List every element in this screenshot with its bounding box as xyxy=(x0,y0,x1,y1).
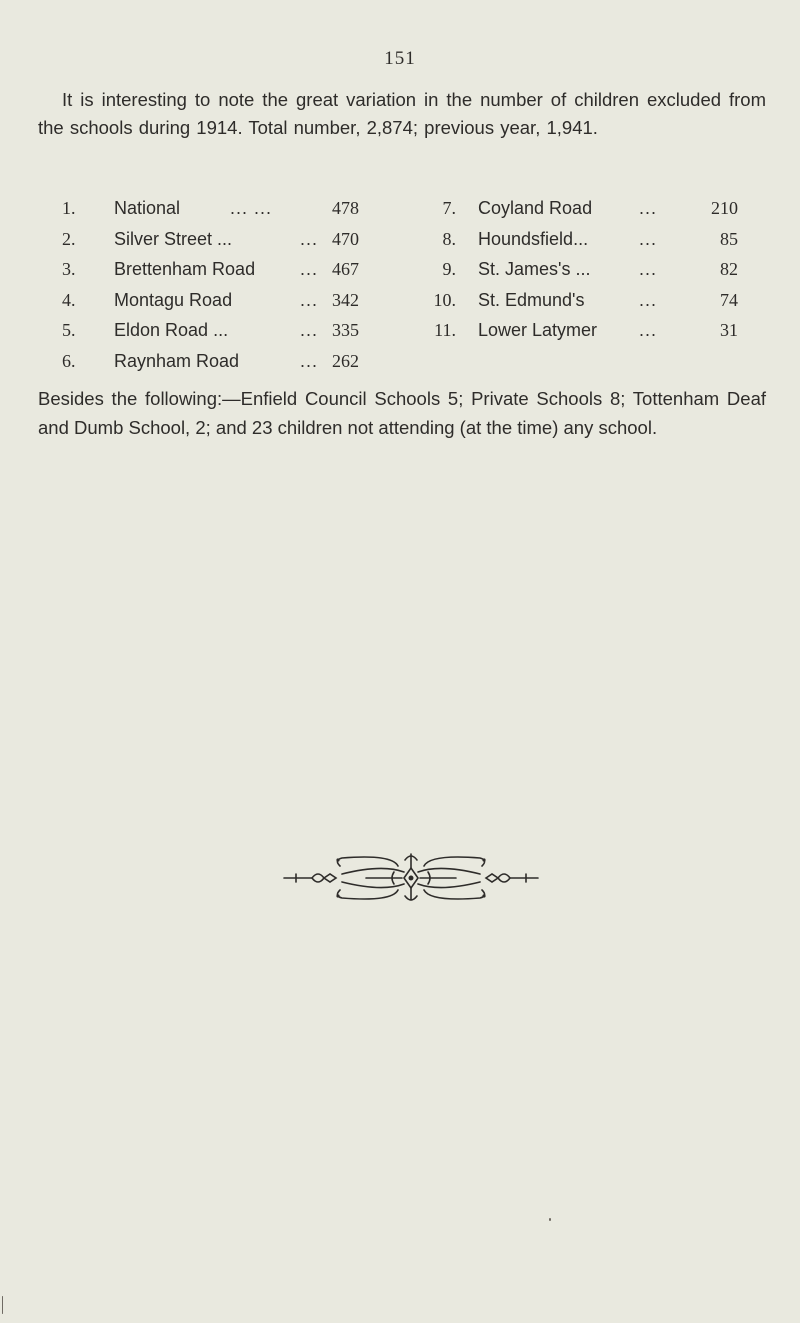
exclusion-count: 262 xyxy=(332,350,359,371)
leader-dots: ... ... xyxy=(230,198,273,218)
leader-dots: ... xyxy=(639,198,658,218)
list-item xyxy=(436,229,746,260)
leader-dots: ... xyxy=(300,350,319,371)
list-item xyxy=(436,259,746,290)
page-number: 151 xyxy=(384,48,416,69)
item-number: 6. xyxy=(62,350,76,371)
list-item xyxy=(62,229,362,260)
school-name: Lower Latymer xyxy=(478,320,598,340)
exclusion-count: 210 xyxy=(711,198,738,218)
exclusion-count: 74 xyxy=(720,289,738,310)
school-name: Montagu Road xyxy=(114,289,233,310)
school-name: St. James's ... xyxy=(478,259,591,279)
school-name: St. Edmund's xyxy=(478,289,585,310)
school-list-left xyxy=(62,198,362,381)
list-item xyxy=(62,290,362,321)
leader-dots: ... xyxy=(639,289,658,310)
exclusion-count: 31 xyxy=(720,320,738,340)
exclusion-count: 342 xyxy=(332,289,359,310)
paper-speck xyxy=(549,1218,551,1221)
item-number: 2. xyxy=(62,228,76,249)
exclusion-count: 467 xyxy=(332,259,359,279)
intro-paragraph xyxy=(38,86,766,142)
school-name: Raynham Road xyxy=(114,350,240,371)
exclusion-count: 82 xyxy=(720,259,738,279)
exclusion-count: 470 xyxy=(332,228,359,249)
leader-dots: ... xyxy=(300,320,319,340)
leader-dots: ... xyxy=(639,228,658,249)
list-item xyxy=(62,320,362,351)
decorative-scroll-ornament-icon xyxy=(282,852,540,902)
leader-dots: ... xyxy=(300,259,319,279)
school-name: Brettenham Road xyxy=(114,259,256,279)
list-item xyxy=(62,259,362,290)
leader-dots: ... xyxy=(300,289,319,310)
school-list-right xyxy=(433,198,746,351)
besides-paragraph: Besides the following:—Enfield Council Schools 5; Private Schools 8; Tottenham Deaf and Dumb School, 2; and 23 children not attending (at the time) any school. xyxy=(38,388,766,438)
page-edge-mark xyxy=(2,1296,3,1314)
school-name: Eldon Road ... xyxy=(114,320,229,340)
exclusion-count: 335 xyxy=(332,320,359,340)
item-number: 3. xyxy=(62,259,76,279)
item-number: 11. xyxy=(434,320,456,340)
list-item xyxy=(433,289,746,321)
exclusion-count: 85 xyxy=(720,228,738,249)
leader-dots: ... xyxy=(639,320,658,340)
exclusion-count: 478 xyxy=(332,198,359,218)
item-number: 4. xyxy=(62,289,76,310)
list-item xyxy=(436,198,746,229)
school-name: Silver Street ... xyxy=(114,228,233,249)
school-name: Houndsfield... xyxy=(478,228,589,249)
leader-dots: ... xyxy=(300,228,319,249)
item-number: 10. xyxy=(433,289,456,310)
item-number: 7. xyxy=(442,198,456,218)
school-name: National xyxy=(114,198,181,218)
school-name: Coyland Road xyxy=(478,198,593,218)
item-number: 8. xyxy=(442,228,456,249)
leader-dots: ... xyxy=(639,259,658,279)
list-item xyxy=(62,198,362,229)
item-number: 5. xyxy=(62,320,76,340)
intro-text: It is interesting to note the great variation in the number of children excluded from the schools during 1914. Total number, 2,874; previous year, 1,941. xyxy=(38,89,766,138)
list-item xyxy=(436,320,746,351)
item-number: 1. xyxy=(62,198,76,218)
item-number: 9. xyxy=(442,259,456,279)
list-item xyxy=(62,351,362,382)
